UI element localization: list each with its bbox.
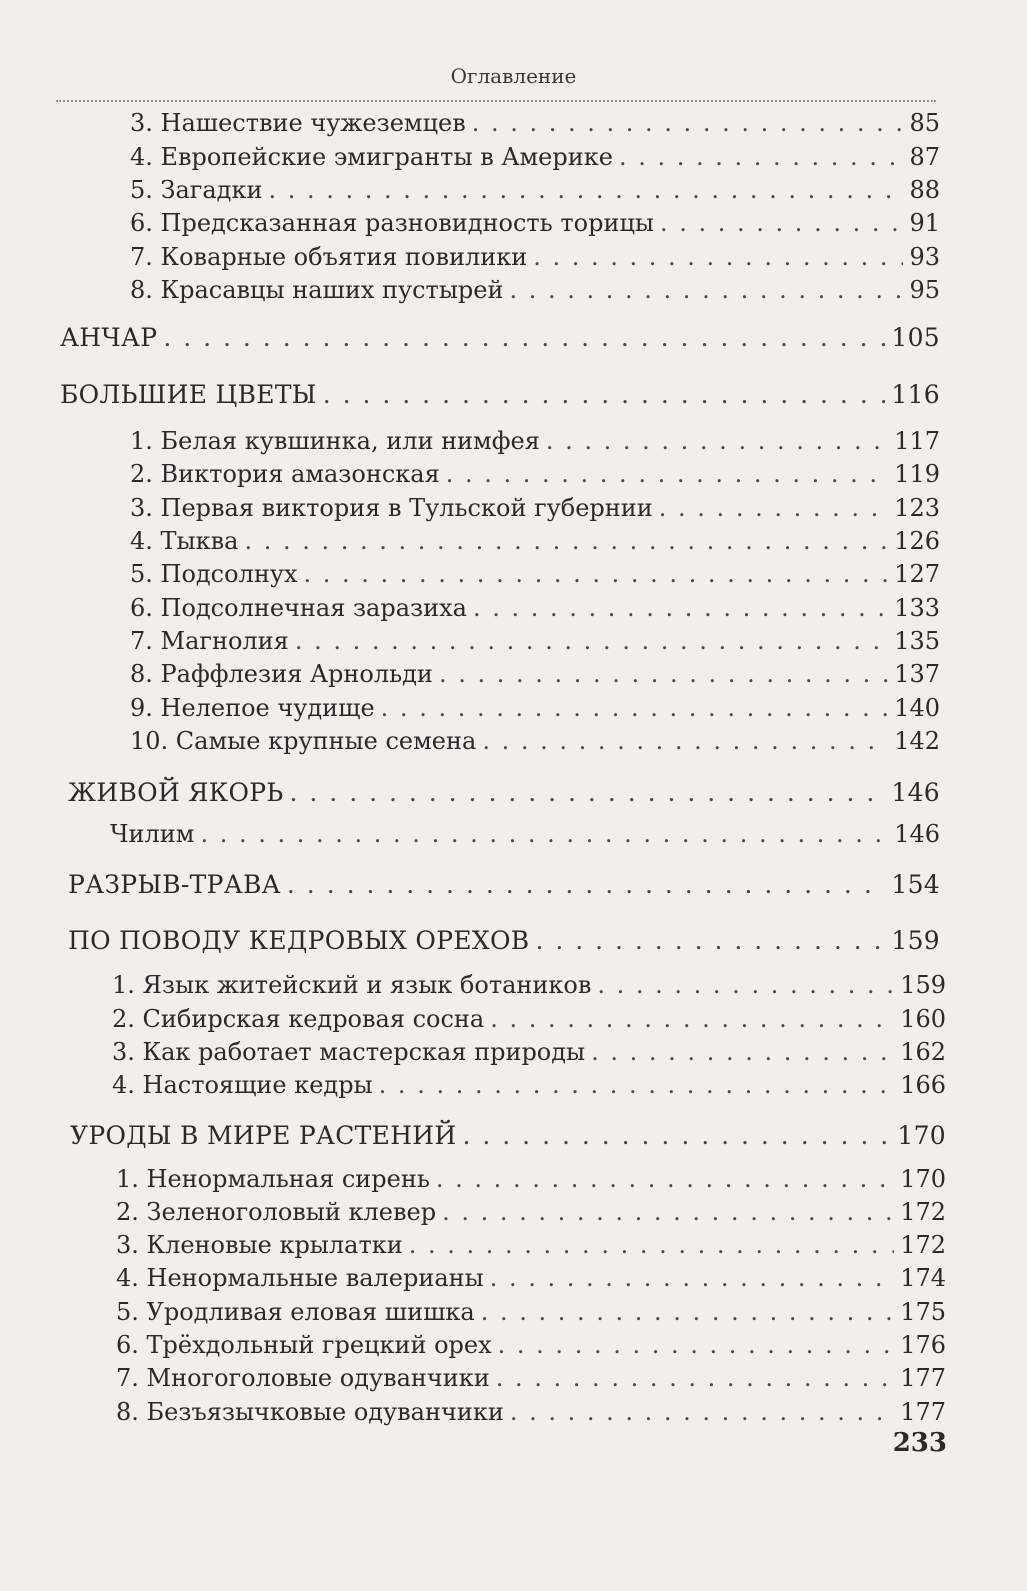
dot-leader: [163, 323, 885, 353]
toc-entry-title: 4. Настоящие кедры: [112, 1071, 373, 1099]
toc-entry: [112, 1037, 946, 1067]
toc-entry: [116, 1263, 946, 1293]
toc-entry: [116, 1330, 946, 1360]
dot-leader: [439, 659, 888, 689]
dot-leader: [244, 526, 888, 556]
dot-leader: [287, 870, 885, 900]
toc-entry-title: БОЛЬШИЕ ЦВЕТЫ: [60, 380, 317, 409]
toc-entry: [112, 970, 946, 1000]
toc-entry-title: 7. Магнолия: [130, 627, 289, 655]
dot-leader: [379, 1070, 895, 1100]
toc-entry-page: 162: [900, 1038, 946, 1066]
toc-entry-title: УРОДЫ В МИРЕ РАСТЕНИЙ: [70, 1121, 457, 1150]
toc-entry-page: 116: [891, 380, 940, 409]
dot-leader: [597, 970, 894, 1000]
toc-entry-page: 172: [900, 1231, 946, 1259]
dot-leader: [498, 1330, 895, 1360]
toc-entry: [112, 1070, 946, 1100]
toc-entry-title: 7. Коварные объятия повилики: [130, 243, 528, 271]
dot-leader: [409, 1230, 894, 1260]
toc-entry-title: 3. Первая виктория в Тульской губернии: [130, 494, 653, 522]
toc-entry: [68, 926, 940, 956]
toc-entry: [130, 142, 940, 172]
toc-entry-page: 105: [891, 323, 940, 352]
toc-entry-page: 146: [891, 778, 940, 807]
toc-entry: [130, 559, 940, 589]
dot-leader: [496, 1363, 894, 1393]
toc-entry-title: 10. Самые крупные семена: [130, 727, 477, 755]
toc-entry-page: 135: [894, 627, 940, 655]
dot-leader: [481, 1297, 894, 1327]
dot-leader: [446, 459, 888, 489]
toc-entry-title: 6. Подсолнечная заразиха: [130, 594, 467, 622]
toc-entry: [130, 108, 940, 138]
toc-entry-page: 119: [894, 460, 940, 488]
toc-entry-page: 127: [894, 560, 940, 588]
toc-entry-page: 176: [900, 1331, 946, 1359]
toc-entry: [130, 493, 940, 523]
toc-entry-title: 5. Загадки: [130, 176, 263, 204]
dot-leader: [268, 175, 903, 205]
toc-entry-title: 8. Раффлезия Арнольди: [130, 660, 433, 688]
dot-leader: [303, 559, 888, 589]
dot-leader: [546, 426, 888, 456]
dot-leader: [200, 819, 888, 849]
dot-leader: [619, 142, 904, 172]
toc-entry: [116, 1164, 946, 1194]
dot-leader: [490, 1004, 894, 1034]
dot-leader: [659, 493, 888, 523]
toc-entry-page: 170: [900, 1165, 946, 1193]
toc-entry: [130, 526, 940, 556]
toc-entry-page: 166: [900, 1071, 946, 1099]
toc-entry-title: 5. Уродливая еловая шишка: [116, 1298, 475, 1326]
toc-entry-title: 8. Безъязычковые одуванчики: [116, 1398, 504, 1426]
toc-entry-title: 2. Сибирская кедровая сосна: [112, 1005, 485, 1033]
toc-entry-title: 4. Тыква: [130, 527, 239, 555]
toc-entry-title: ПО ПОВОДУ КЕДРОВЫХ ОРЕХОВ: [68, 926, 530, 955]
dot-leader: [535, 926, 885, 956]
toc-entry-title: 1. Язык житейский и язык ботаников: [112, 971, 592, 999]
header-divider: [56, 100, 936, 102]
toc-entry: [70, 1121, 946, 1151]
toc-entry-page: 123: [894, 494, 940, 522]
toc-entry: [68, 870, 940, 900]
toc-entry-page: 133: [894, 594, 940, 622]
running-head: Оглавление: [450, 64, 577, 88]
toc-entry: [130, 426, 940, 456]
toc-entry-page: 159: [891, 926, 940, 955]
dot-leader: [533, 242, 903, 272]
toc-entry-page: 142: [894, 727, 940, 755]
dot-leader: [442, 1197, 894, 1227]
toc-entry-page: 140: [894, 694, 940, 722]
toc-entry-page: 95: [909, 276, 940, 304]
toc-entry-title: 5. Подсолнух: [130, 560, 298, 588]
toc-entry-title: РАЗРЫВ-ТРАВА: [68, 870, 281, 899]
toc-entry-title: 9. Нелепое чудище: [130, 694, 375, 722]
dot-leader: [436, 1164, 894, 1194]
toc-entry-page: 175: [900, 1298, 946, 1326]
dot-leader: [323, 380, 886, 410]
toc-entry-title: 3. Как работает мастерская природы: [112, 1038, 586, 1066]
toc-entry-title: 4. Европейские эмигранты в Америке: [130, 143, 613, 171]
toc-entry: [130, 693, 940, 723]
toc-entry-page: 174: [900, 1264, 946, 1292]
toc-entry-page: 91: [909, 209, 940, 237]
toc-entry: [116, 1230, 946, 1260]
dot-leader: [660, 208, 903, 238]
toc-entry: [130, 242, 940, 272]
toc-entry-page: 137: [894, 660, 940, 688]
toc-entry-title: ЖИВОЙ ЯКОРЬ: [68, 778, 284, 807]
dot-leader: [490, 1263, 894, 1293]
toc-entry-title: 3. Нашествие чужеземцев: [130, 109, 466, 137]
dot-leader: [482, 726, 888, 756]
toc-entry: [130, 726, 940, 756]
dot-leader: [509, 275, 903, 305]
toc-entry-page: 154: [891, 870, 940, 899]
toc-entry-title: 4. Ненормальные валерианы: [116, 1264, 484, 1292]
page-number: 233: [892, 1428, 947, 1458]
toc-entry-title: 7. Многоголовые одуванчики: [116, 1364, 490, 1392]
toc-entry: [68, 778, 940, 808]
dot-leader: [510, 1397, 894, 1427]
toc-entry-page: 126: [894, 527, 940, 555]
toc-entry: [130, 459, 940, 489]
toc-entry-page: 88: [909, 176, 940, 204]
dot-leader: [295, 626, 888, 656]
dot-leader: [381, 693, 889, 723]
toc-entry-page: 159: [900, 971, 946, 999]
toc-entry: [116, 1197, 946, 1227]
toc-entry-page: 170: [897, 1121, 946, 1150]
toc-entry-page: 85: [909, 109, 940, 137]
dot-leader: [463, 1121, 892, 1151]
toc-entry-page: 177: [900, 1398, 946, 1426]
toc-entry: [130, 275, 940, 305]
toc-entry: [130, 175, 940, 205]
toc-entry: [130, 659, 940, 689]
toc-entry-page: 160: [900, 1005, 946, 1033]
toc-entry: [60, 323, 940, 353]
toc-entry-title: Чилим: [110, 820, 195, 848]
toc-entry-title: АНЧАР: [60, 323, 158, 352]
toc-entry-title: 3. Кленовые крылатки: [116, 1231, 403, 1259]
toc-entry-title: 6. Предсказанная разновидность торицы: [130, 209, 654, 237]
toc-entry-page: 93: [909, 243, 940, 271]
toc-entry: [112, 1004, 946, 1034]
toc-entry-page: 177: [900, 1364, 946, 1392]
toc-entry-title: 2. Виктория амазонская: [130, 460, 440, 488]
toc-entry-page: 172: [900, 1198, 946, 1226]
toc-entry-title: 8. Красавцы наших пустырей: [130, 276, 504, 304]
dot-leader: [290, 778, 886, 808]
toc-entry-page: 117: [894, 427, 940, 455]
dot-leader: [591, 1037, 894, 1067]
toc-entry-title: 2. Зеленоголовый клевер: [116, 1198, 437, 1226]
toc-entry: [130, 626, 940, 656]
toc-entry: [116, 1297, 946, 1327]
toc-entry-page: 87: [909, 143, 940, 171]
dot-leader: [472, 108, 904, 138]
toc-entry: [110, 819, 940, 849]
toc-entry-title: 6. Трёхдольный грецкий орех: [116, 1331, 492, 1359]
toc-entry: [130, 208, 940, 238]
toc-entry-title: 1. Ненормальная сирень: [116, 1165, 430, 1193]
toc-entry-page: 146: [894, 820, 940, 848]
toc-entry: [116, 1397, 946, 1427]
dot-leader: [473, 593, 888, 623]
toc-entry: [60, 380, 940, 410]
toc-entry: [130, 593, 940, 623]
toc-entry-title: 1. Белая кувшинка, или нимфея: [130, 427, 540, 455]
toc-entry: [116, 1363, 946, 1393]
